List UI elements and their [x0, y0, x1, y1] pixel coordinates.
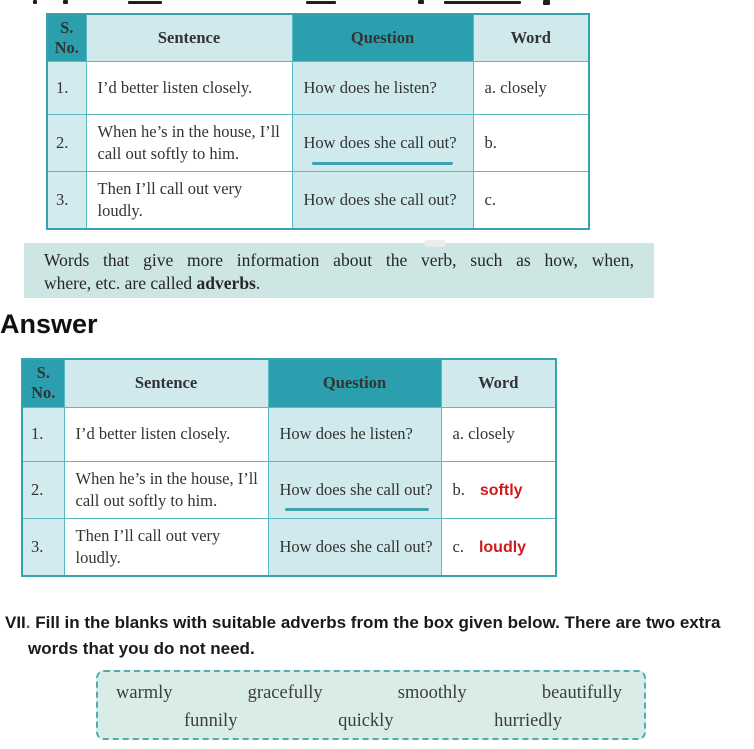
adverbs-bold-word: adverbs — [196, 273, 256, 293]
cell-word: c. — [473, 171, 589, 229]
header-sno: S. No. — [22, 359, 64, 407]
word-box-item: beautifully — [541, 683, 622, 703]
word-box-item: quickly — [338, 711, 394, 731]
teal-underline-mark — [285, 508, 429, 511]
adverb-word-box — [96, 670, 646, 740]
word-box-item: gracefully — [247, 683, 323, 703]
teal-underline-mark — [312, 162, 453, 165]
header-sentence: Sentence — [64, 359, 268, 407]
word-box-item: smoothly — [397, 683, 467, 703]
cell-question: How does she call out? — [292, 114, 473, 171]
exercise-line-2: words that you do not need. — [28, 639, 255, 658]
cell-word: b. softly — [441, 461, 556, 518]
header-word: Word — [441, 359, 556, 407]
table-row — [22, 407, 556, 461]
cell-word: a. closely — [473, 61, 589, 114]
word-box-item: warmly — [116, 683, 173, 703]
header-question: Question — [268, 359, 441, 407]
note-box-notch — [424, 240, 446, 247]
answer-table — [21, 358, 557, 577]
table-row — [47, 171, 589, 229]
word-box-item: funnily — [184, 711, 238, 731]
cell-word: b. — [473, 114, 589, 171]
cell-sentence: When he’s in the house, I’ll call out softly to him. — [64, 461, 268, 518]
note-line-2: where, etc. are called adverbs. — [44, 273, 261, 293]
cell-sno: 2. — [22, 461, 64, 518]
cell-sno: 1. — [22, 407, 64, 461]
answer-heading: Answer — [0, 309, 98, 339]
cell-sno: 1. — [47, 61, 86, 114]
cell-question: How does she call out? — [292, 171, 473, 229]
table-row — [47, 61, 589, 114]
cell-sno: 3. — [47, 171, 86, 229]
table-header-row — [22, 359, 556, 407]
cell-sentence: I’d better listen closely. — [64, 407, 268, 461]
table-header-row — [47, 14, 589, 61]
table-row — [22, 518, 556, 576]
cell-sentence: I’d better listen closely. — [86, 61, 292, 114]
exercise-number: VII — [5, 613, 26, 632]
word-box-item: hurriedly — [494, 711, 562, 731]
handwritten-answer: softly — [479, 481, 523, 499]
cell-question: How does he listen? — [292, 61, 473, 114]
exercise-vii-instruction — [5, 610, 751, 662]
cell-word: c. loudly — [441, 518, 556, 576]
header-sno: S. No. — [47, 14, 86, 61]
handwritten-answer: loudly — [478, 538, 527, 556]
cell-question: How does she call out? — [268, 461, 441, 518]
header-sentence: Sentence — [86, 14, 292, 61]
header-question: Question — [292, 14, 473, 61]
cell-sentence: When he’s in the house, I’ll call out softly to him. — [86, 114, 292, 171]
adverbs-note-box — [24, 243, 654, 298]
question-table — [46, 13, 590, 230]
cell-sno: 2. — [47, 114, 86, 171]
word-box-row-1 — [98, 679, 644, 707]
cell-word: a. closely — [441, 407, 556, 461]
cell-sno: 3. — [22, 518, 64, 576]
exercise-line-1: VII. Fill in the blanks with suitable adverbs from the box given below. There are two extra — [5, 613, 721, 632]
header-word: Word — [473, 14, 589, 61]
cell-question: How does he listen? — [268, 407, 441, 461]
word-box-row-2 — [98, 707, 644, 735]
cell-sentence: Then I’ll call out very loudly. — [86, 171, 292, 229]
cell-question: How does she call out? — [268, 518, 441, 576]
note-line-1: Words that give more information about the verb, such as how, when, — [44, 250, 634, 270]
cell-sentence: Then I’ll call out very loudly. — [64, 518, 268, 576]
